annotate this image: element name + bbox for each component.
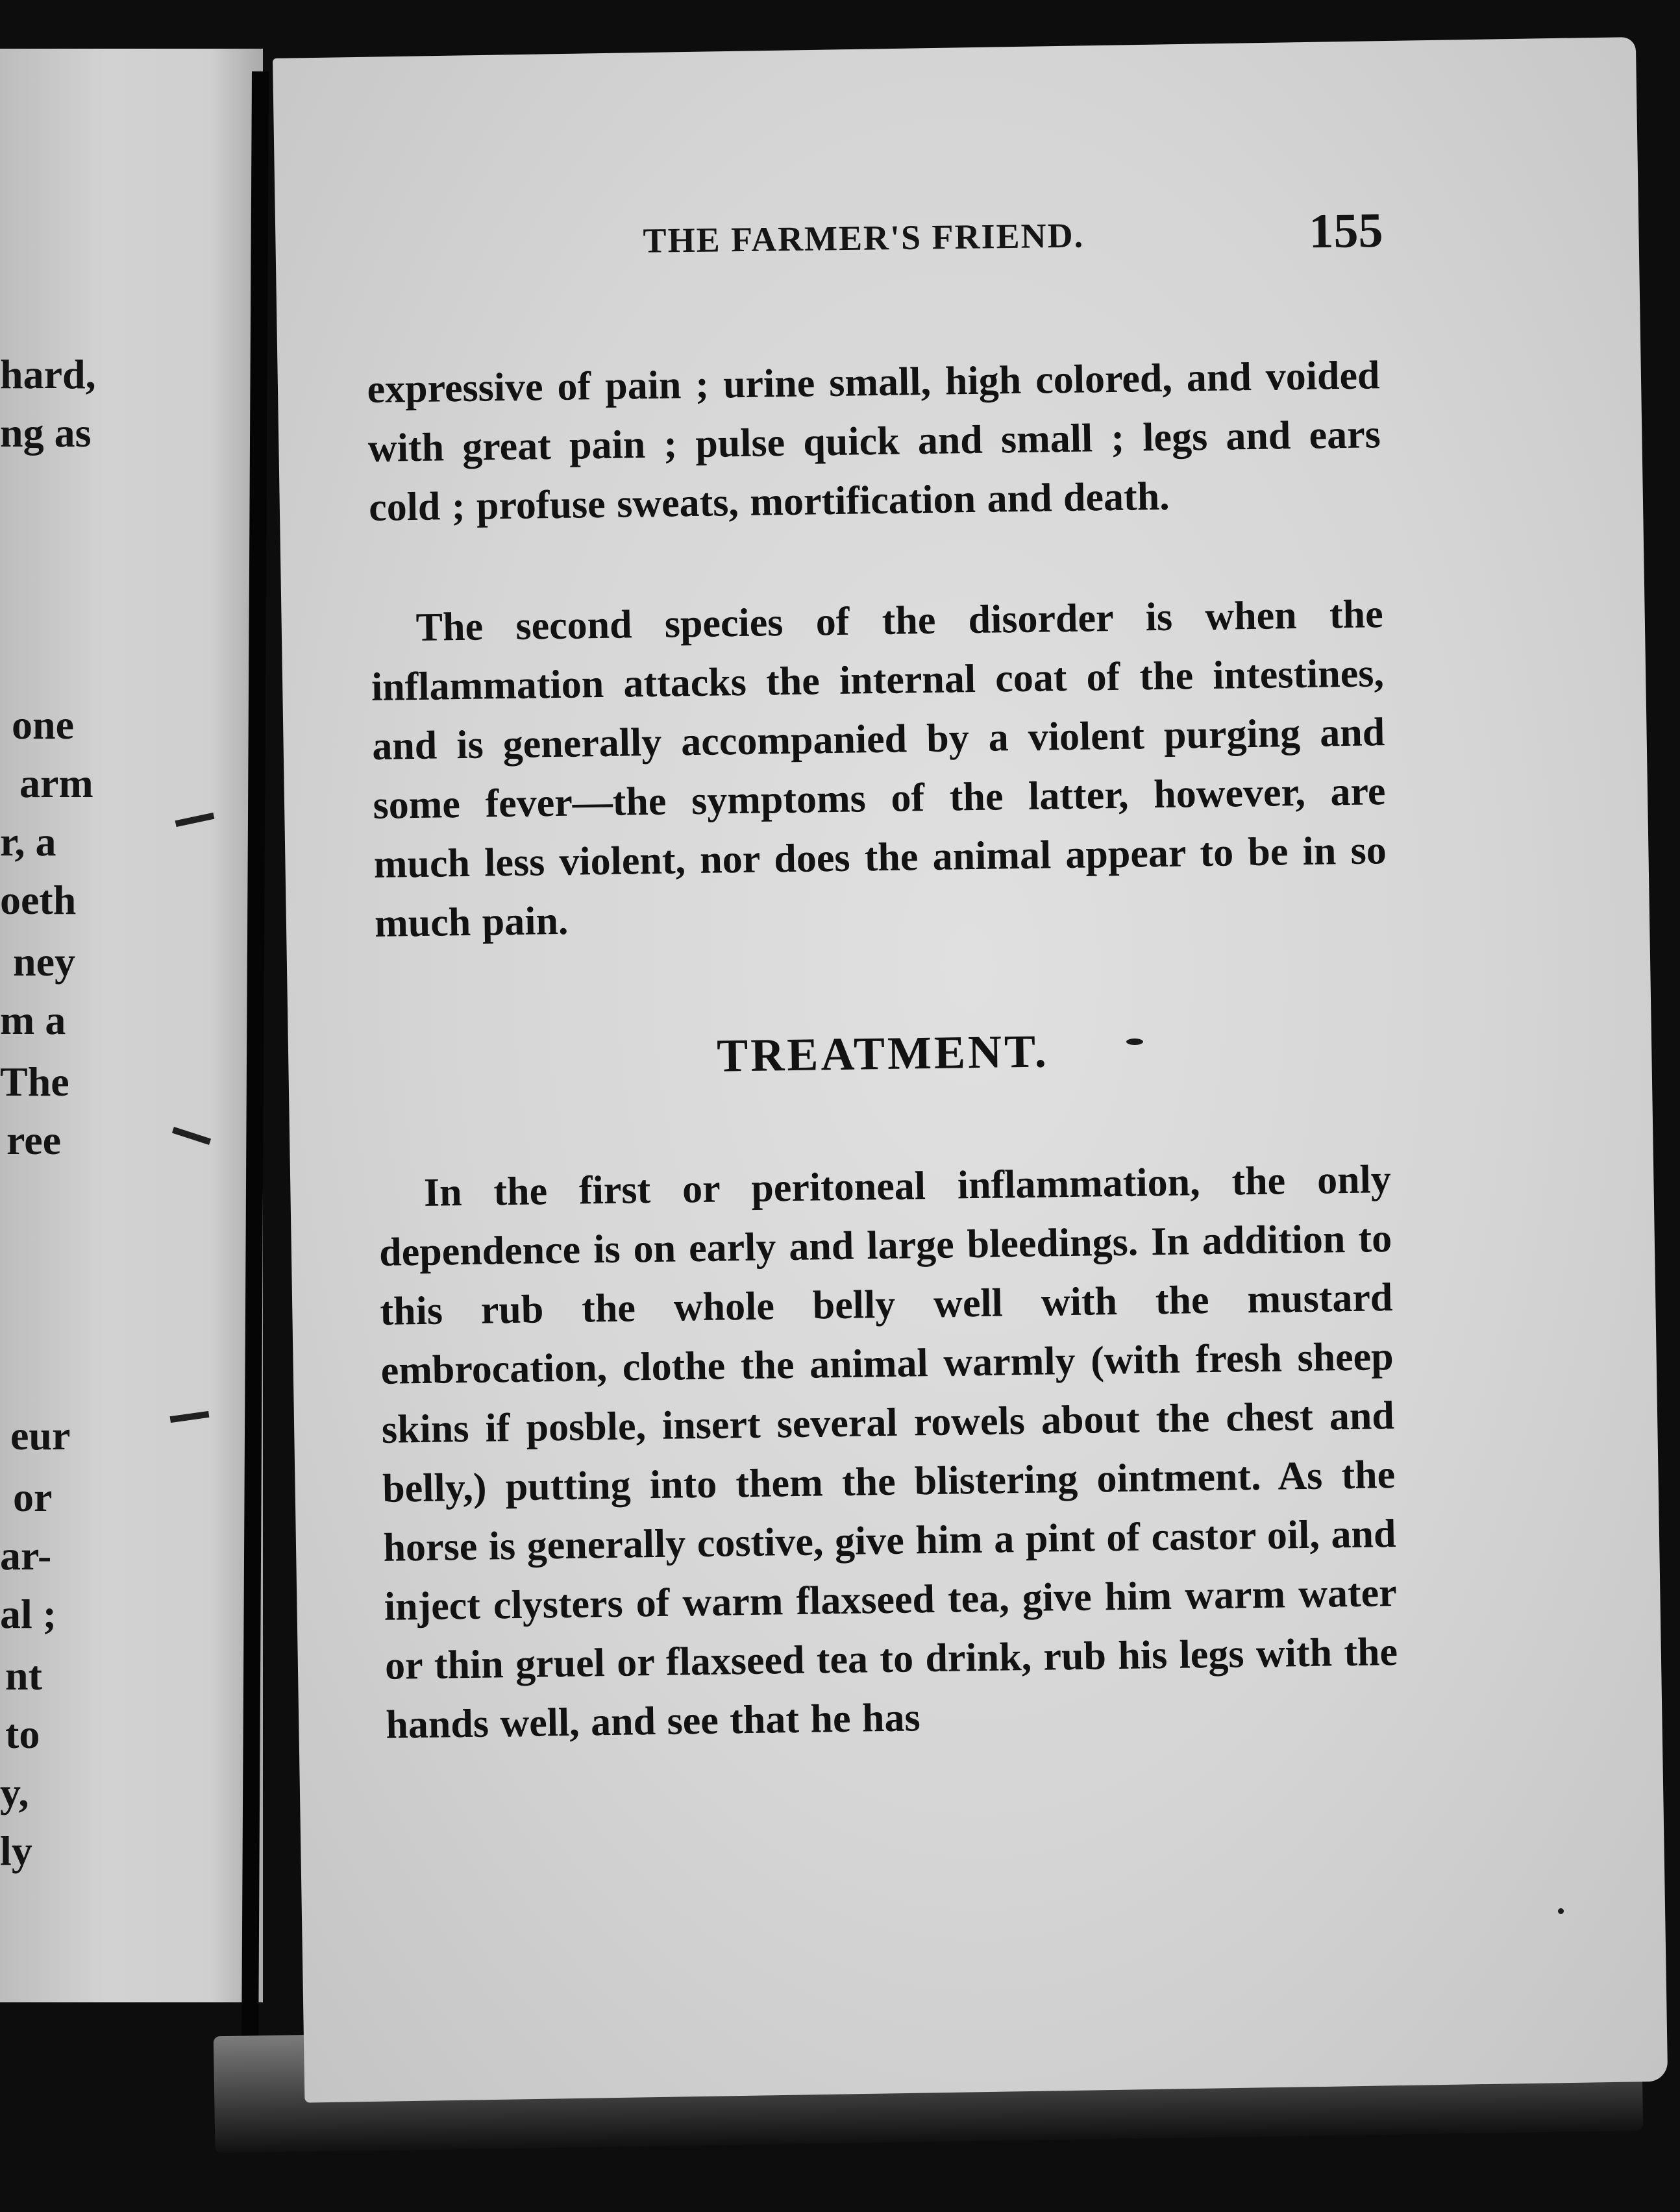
facing-page-line: m a <box>0 997 66 1043</box>
section-heading: TREATMENT. <box>716 1025 1050 1082</box>
facing-page <box>0 49 263 2002</box>
facing-page-line: arm <box>19 760 93 806</box>
facing-page-line: eur <box>10 1412 71 1458</box>
facing-page-line: ree <box>6 1117 62 1163</box>
facing-page-line: al ; <box>0 1591 57 1637</box>
facing-page-line: to <box>5 1711 40 1757</box>
paragraph-treatment: In the first or peritoneal inflammation, the only dependence is on early and large bleedings. In addition to this rub the whole belly well with the mustard embrocation, clothe the animal warmly (with fresh sheep skins if posble, insert several rowels about the chest and belly,) putting into them the blistering ointment. As the horse is generally costive, give him a pint of castor oil, and inject clysters of warm flaxseed tea, give him warm water or thin gruel or flaxseed tea to drink, rub his legs with the hands well, and see that he has <box>378 1157 1398 1747</box>
facing-page-line: The <box>0 1059 69 1105</box>
facing-page-line: oeth <box>0 877 77 923</box>
facing-page-line: hard, <box>0 351 96 397</box>
page-number: 155 <box>1308 203 1383 259</box>
running-head <box>370 199 1383 282</box>
page-body <box>367 346 1399 1755</box>
facing-page-line: r, a <box>0 818 56 865</box>
running-title: THE FARMER'S FRIEND. <box>643 215 1085 260</box>
facing-page-line: nt <box>5 1653 42 1699</box>
facing-page-line: ng as <box>0 410 92 456</box>
facing-page-line: ly <box>0 1828 32 1874</box>
facing-page-line: y, <box>0 1769 29 1815</box>
paragraph-second-species: The second species of the disorder is when the inflammation attacks the internal coat of the intestines, and is generally accompanied by a violent purging and some fever—the symptoms of the latter, however, are much less violent, nor does the animal appear to be in so much pain. <box>371 592 1387 946</box>
paragraph-continuation: expressive of pain ; urine small, high colored, and voided with great pain ; pulse quick and small ; legs and ears cold ; profuse sweats, mortification and death. <box>367 353 1381 530</box>
facing-page-line: ar- <box>0 1532 52 1579</box>
facing-page-line: one <box>12 702 74 748</box>
facing-page-line: ney <box>13 939 75 985</box>
facing-page-line: or <box>13 1474 53 1520</box>
scan-speck <box>1558 1908 1564 1914</box>
